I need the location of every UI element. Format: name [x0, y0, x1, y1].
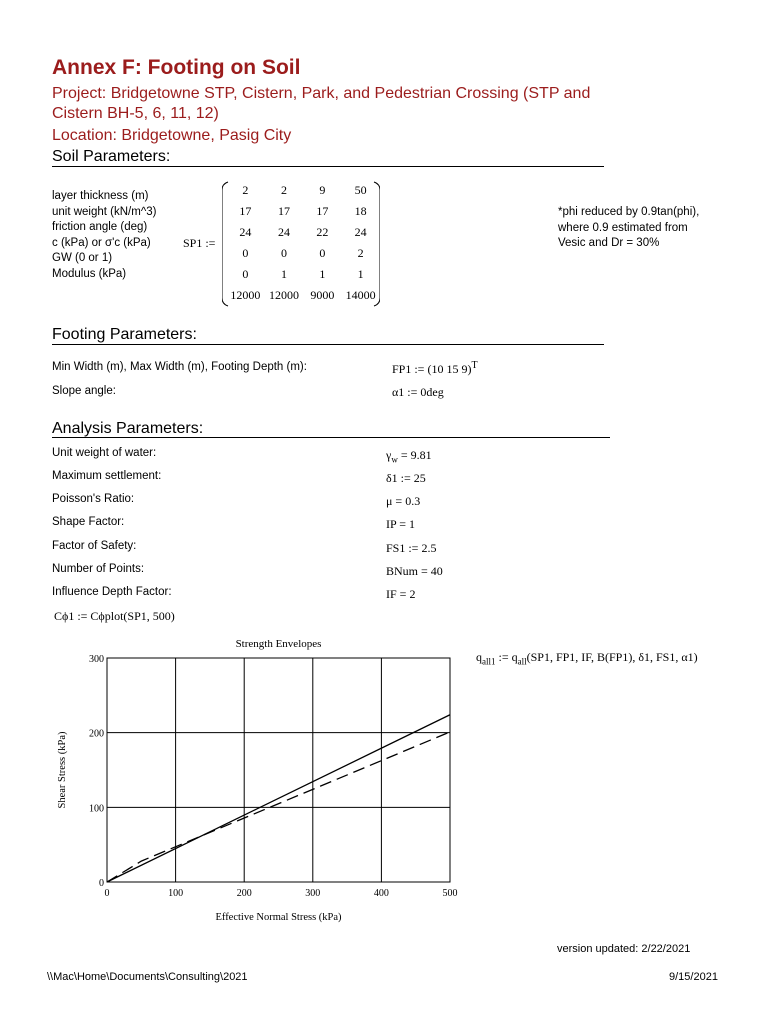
analysis-label: Influence Depth Factor:: [52, 586, 172, 598]
analysis-label: Factor of Safety:: [52, 540, 137, 552]
transpose-sup: T: [471, 360, 478, 371]
matrix-cell: 24: [354, 225, 367, 239]
matrix-table: [226, 180, 380, 306]
qall-assign: := q: [495, 650, 518, 664]
analysis-heading: Analysis Parameters:: [52, 420, 204, 437]
y-tick-label: 300: [89, 654, 104, 665]
matrix-cell: 22: [316, 225, 329, 239]
analysis-label: Maximum settlement:: [52, 470, 162, 482]
footing-dims-label: Min Width (m), Max Width (m), Footing Depth (m):: [52, 361, 307, 373]
matrix-cell: 14000: [345, 288, 376, 302]
gamma-value: = 9.81: [397, 448, 432, 462]
gamma-symbol: γ: [386, 448, 392, 462]
footing-rule: [52, 344, 604, 345]
analysis-label: Number of Points:: [52, 563, 145, 575]
footing-dims-expr: [392, 360, 478, 377]
matrix-row: [226, 285, 380, 306]
qall-args: (SP1, FP1, IF, B(FP1), δ1, FS1, α1): [526, 650, 698, 664]
x-tick-label: 300: [305, 888, 321, 899]
slope-expr: α1 := 0deg: [392, 385, 444, 399]
matrix-cell: 12000: [268, 288, 299, 302]
version-note: version updated: 2/22/2021: [557, 943, 691, 955]
matrix-cell: 50: [354, 183, 367, 197]
chart-title: Strength Envelopes: [235, 638, 322, 650]
matrix-cell: 2: [280, 183, 287, 197]
soil-label: unit weight (kN/m^3): [52, 205, 157, 218]
qall-sub2: all: [517, 656, 527, 667]
matrix-cell: 1: [319, 267, 326, 281]
analysis-expr: μ = 0.3: [386, 494, 421, 508]
x-axis-label: Effective Normal Stress (kPa): [215, 912, 342, 923]
file-path: \\Mac\Home\Documents\Consulting\2021: [47, 971, 248, 983]
matrix-cell: 0: [280, 246, 287, 260]
analysis-label: Unit weight of water:: [52, 447, 157, 459]
matrix-cell: 17: [316, 204, 329, 218]
soil-rule: [52, 166, 604, 167]
matrix-cell: 2: [357, 246, 364, 260]
fp1-expr: FP1 := (10 15 9): [392, 362, 472, 376]
analysis-expr: IF = 2: [386, 587, 416, 601]
matrix-cell: 17: [239, 204, 252, 218]
x-tick-label: 400: [373, 888, 389, 899]
matrix-row: [226, 180, 380, 201]
soil-labels: [52, 189, 156, 282]
analysis-expr: FS1 := 2.5: [386, 541, 437, 555]
qall-expr: [476, 650, 698, 666]
matrix-cell: 24: [239, 225, 252, 239]
matrix-cell: 12000: [230, 288, 261, 302]
strength-envelopes-chart: [50, 630, 470, 930]
y-tick-label: 100: [89, 803, 104, 815]
matrix-cell: 0: [242, 267, 249, 281]
matrix-cell: 1: [357, 267, 364, 281]
y-tick-label: 0: [99, 878, 104, 889]
qall-sub: all1: [482, 656, 496, 667]
print-date: 9/15/2021: [669, 971, 718, 983]
analysis-expr: BNum = 40: [386, 564, 443, 578]
analysis-label: Shape Factor:: [52, 516, 125, 528]
x-tick-label: 0: [104, 888, 110, 899]
x-tick-label: 100: [168, 888, 184, 899]
plot-frame: [107, 658, 450, 882]
matrix-cell: 18: [354, 204, 367, 218]
qall-symbol: q: [476, 650, 482, 664]
soil-label: friction angle (deg): [52, 221, 148, 233]
phi-note: *phi reduced by 0.9tan(phi), where 0.9 estimated from Vesic and Dr = 30%: [558, 206, 700, 249]
soil-label: GW (0 or 1): [52, 252, 113, 264]
matrix-cell: 9: [319, 183, 326, 197]
analysis-rule: [52, 437, 610, 438]
matrix-cell: 17: [277, 204, 290, 218]
soil-matrix: [222, 180, 380, 308]
envelope-solid-line: [107, 715, 450, 882]
matrix-cell: 24: [277, 225, 290, 239]
project-line: Project: Bridgetowne STP, Cistern, Park, and Pedestrian Crossing (STP and Cistern BH-5, 6, 11, 12): [52, 85, 591, 122]
slope-label: Slope angle:: [52, 385, 116, 397]
soil-label: layer thickness (m): [52, 190, 149, 202]
matrix-cell: 2: [242, 183, 249, 197]
matrix-row: [226, 201, 380, 222]
matrix-cell: 1: [280, 267, 287, 281]
matrix-cell: 0: [319, 246, 326, 260]
soil-label: Modulus (kPa): [52, 267, 127, 280]
matrix-row: [226, 222, 380, 243]
matrix-row: [226, 264, 380, 285]
analysis-expr: [386, 448, 432, 464]
x-tick-label: 200: [236, 888, 252, 899]
analysis-label: Poisson's Ratio:: [52, 493, 135, 505]
matrix-name: SP1 :=: [183, 236, 216, 250]
cphi-expr: Cϕ1 := Cϕplot(SP1, 500): [54, 609, 175, 623]
matrix-cell: 0: [242, 246, 249, 260]
soil-label: c (kPa) or σ'c (kPa): [52, 236, 151, 249]
matrix-cell: 9000: [310, 288, 335, 302]
matrix-row: [226, 243, 380, 264]
analysis-expr: δ1 := 25: [386, 471, 426, 485]
footing-heading: Footing Parameters:: [52, 326, 197, 343]
gamma-sub: w: [391, 454, 398, 465]
analysis-expr: IP = 1: [386, 517, 415, 531]
y-axis-label: Shear Stress (kPa): [57, 731, 68, 809]
soil-heading: Soil Parameters:: [52, 148, 171, 165]
y-tick-label: 200: [89, 728, 104, 740]
page-title: Annex F: Footing on Soil: [52, 56, 301, 79]
x-tick-label: 500: [442, 888, 458, 899]
location-line: Location: Bridgetowne, Pasig City: [52, 127, 292, 144]
